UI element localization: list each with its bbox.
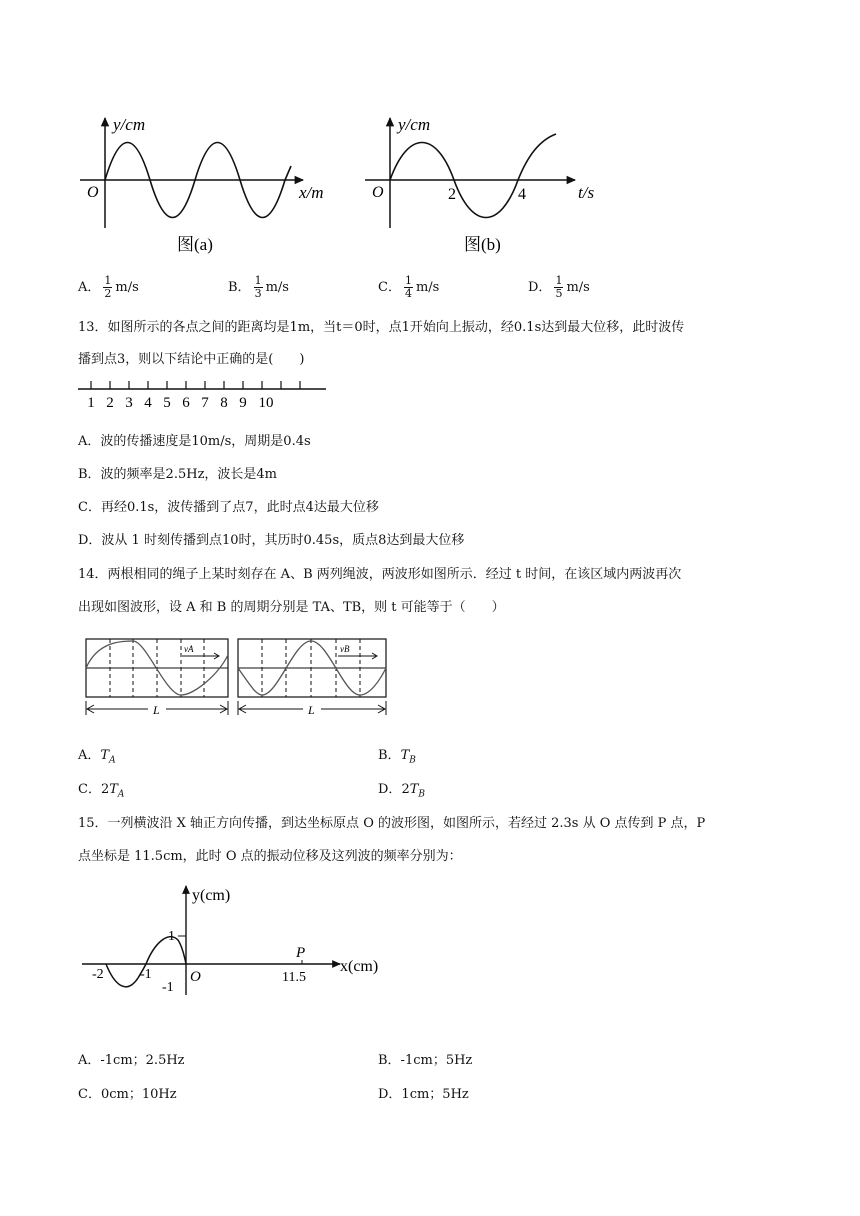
- q13-ruler: [78, 375, 338, 413]
- x-label: x/m: [299, 183, 324, 202]
- tick-minus2: -2: [92, 967, 104, 982]
- y-label: y/cm: [113, 115, 146, 134]
- y-label: y/cm: [398, 115, 431, 134]
- q14-option-d[interactable]: D．$2T_B$: [378, 782, 426, 800]
- q12-option-d[interactable]: D． $\frac{1}{5}$ m/s: [528, 274, 590, 300]
- q13-option-b[interactable]: B．波的频率是2.5Hz，波长是4m: [78, 467, 278, 482]
- fraction: $\frac{1}{5}$: [555, 274, 563, 300]
- q13-option-a[interactable]: A．波的传播速度是10m/s，周期是0.4s: [78, 434, 311, 449]
- origin-label: O: [190, 969, 201, 985]
- sine-wave: [390, 134, 556, 218]
- q15-option-a[interactable]: A．-1cm；2.5Hz: [78, 1053, 185, 1068]
- label-l: L: [308, 703, 315, 717]
- ruler-label: 7: [201, 395, 209, 411]
- q14-option-c[interactable]: C．$2T_A$: [78, 782, 125, 800]
- q14-option-b[interactable]: B．$T_B$: [378, 748, 416, 766]
- q12-option-a[interactable]: A． $\frac{1}{2}$ m/s: [78, 274, 139, 300]
- q15-option-b[interactable]: B．-1cm；5Hz: [378, 1053, 473, 1068]
- tick-2: 2: [448, 186, 456, 203]
- q15-option-d[interactable]: D．1cm；5Hz: [378, 1087, 469, 1102]
- tick-minus1-x: -1: [140, 967, 152, 982]
- ruler-label: 2: [106, 395, 114, 411]
- q13-option-d[interactable]: D．波从 1 时刻传播到点10时，其历时0.45s，质点8达到最大位移: [78, 533, 465, 548]
- ruler-label: 6: [182, 395, 190, 411]
- ruler-label: 9: [239, 395, 247, 411]
- fraction: $\frac{1}{4}$: [404, 274, 412, 300]
- q14-stem-line-2: 出现如图波形，设 A 和 B 的周期分别是 TA、TB，则 t 可能等于（ ）: [78, 600, 505, 615]
- label-va: vA: [184, 644, 194, 654]
- x-label: t/s: [578, 183, 595, 202]
- tick-1: 1: [168, 929, 175, 944]
- ruler-label: 8: [220, 395, 228, 411]
- fraction: $\frac{1}{3}$: [254, 274, 262, 300]
- q15-stem-line-2: 点坐标是 11.5cm，此时 O 点的振动位移及这列波的频率分别为：: [78, 849, 462, 864]
- ruler-label: 1: [87, 395, 95, 411]
- ruler-label: 10: [258, 395, 274, 411]
- q12-option-c[interactable]: C． $\frac{1}{4}$ m/s: [378, 274, 440, 300]
- q13-stem-line-1: 13．如图所示的各点之间的距离均是1m，当t＝0时，点1开始向上振动，经0.1s达到最大位移，此时波传: [78, 320, 685, 335]
- figure-a: [75, 110, 345, 260]
- label-l: L: [153, 703, 160, 717]
- y-label: y(cm): [192, 887, 231, 904]
- q15-figure: [78, 880, 388, 1000]
- point-p: P: [296, 945, 306, 961]
- tick-11-5: 11.5: [282, 970, 306, 985]
- q15-stem-line-1: 15．一列横波沿 X 轴正方向传播，到达坐标原点 O 的波形图，如图所示，若经过 2.3s 从 O 点传到 P 点，P: [78, 816, 706, 831]
- q15-option-c[interactable]: C．0cm；10Hz: [78, 1087, 177, 1102]
- q12-option-b[interactable]: B． $\frac{1}{3}$ m/s: [228, 274, 289, 300]
- q14-figure: [78, 635, 388, 720]
- ruler-label: 5: [163, 395, 171, 411]
- origin-label: O: [87, 184, 99, 201]
- tick-4: 4: [518, 186, 526, 203]
- q13-option-c[interactable]: C．再经0.1s，波传播到了点7，此时点4达最大位移: [78, 500, 379, 515]
- caption: 图(b): [464, 235, 501, 254]
- origin-label: O: [372, 184, 384, 201]
- q13-stem-line-2: 播到点3，则以下结论中正确的是( ): [78, 352, 305, 367]
- fraction: $\frac{1}{2}$: [104, 274, 112, 300]
- figure-b: [360, 110, 620, 260]
- caption: 图(a): [177, 235, 213, 254]
- x-label: x(cm): [340, 958, 379, 975]
- ruler-label: 3: [125, 395, 133, 411]
- q14-option-a[interactable]: A．$T_A$: [78, 748, 116, 766]
- q14-stem-line-1: 14．两根相同的绳子上某时刻存在 A、B 两列绳波，两波形如图所示．经过 t 时间，在该区域内两波再次: [78, 567, 682, 582]
- tick-minus1-y: -1: [162, 980, 174, 995]
- label-vb: vB: [340, 644, 350, 654]
- ruler-label: 4: [144, 395, 152, 411]
